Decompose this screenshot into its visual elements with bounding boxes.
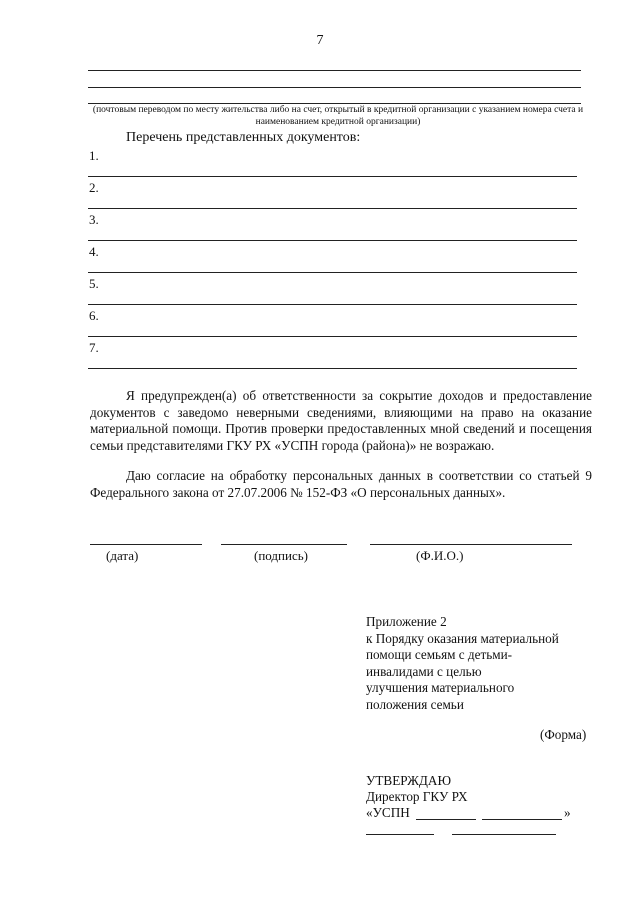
list-item-number: 5. xyxy=(89,276,99,291)
appendix-line: инвалидами с целью xyxy=(366,663,482,679)
list-item-line xyxy=(88,368,577,369)
fio-line xyxy=(370,544,572,545)
list-item-line xyxy=(88,240,577,241)
list-item-number: 3. xyxy=(89,212,99,227)
blank-line xyxy=(88,87,581,88)
approve-org-prefix: «УСПН xyxy=(366,805,410,820)
list-item-line xyxy=(88,336,577,337)
blank-line xyxy=(88,70,581,71)
list-item-number: 4. xyxy=(89,244,99,259)
appendix-line: помощи семьям с детьми- xyxy=(366,647,513,662)
list-item-line xyxy=(88,272,577,273)
documents-list-title: Перечень представленных документов: xyxy=(126,130,361,145)
approve-org-row xyxy=(366,805,586,821)
list-item-number: 1. xyxy=(89,148,99,163)
signature-label: (подпись) xyxy=(254,548,308,563)
approve-position: Директор ГКУ РХ xyxy=(366,789,468,804)
fio-label: (Ф.И.О.) xyxy=(416,548,464,563)
approve-org-blank xyxy=(416,819,476,820)
list-item-number: 2. xyxy=(89,180,99,195)
date-label: (дата) xyxy=(106,548,139,563)
payment-method-caption: (почтовым переводом по месту жительства либо на счет, открытый в кредитной организации с указанием номера счета и наименованием кредитной организации) xyxy=(92,105,584,127)
list-item-line xyxy=(88,304,577,305)
responsibility-warning-paragraph: Я предупрежден(а) об ответственности за сокрытие доходов и предоставление документов с заведомо неверными сведениями, влияющими на право на оказание материальной помощи. Против проверки предоставленных мной сведений и посещения семьи представителями ГКУ РХ «УСПН города (района)» не возражаю. xyxy=(90,388,592,453)
appendix-line: положения семьи xyxy=(366,696,464,712)
list-item-number: 7. xyxy=(89,340,99,355)
form-label: (Форма) xyxy=(540,727,587,742)
approve-signature-line xyxy=(366,834,434,835)
personal-data-consent-paragraph: Даю согласие на обработку персональных данных в соответствии со статьей 9 Федерального закона от 27.07.2006 № 152-ФЗ «О персональных данных». xyxy=(90,468,592,500)
list-item-number: 6. xyxy=(89,308,99,323)
approve-org-blank xyxy=(482,819,562,820)
list-item-line xyxy=(88,176,577,177)
approve-org-suffix: » xyxy=(564,805,571,820)
list-item-line xyxy=(88,208,577,209)
approve-title: УТВЕРЖДАЮ xyxy=(366,773,452,788)
appendix-line: Приложение 2 xyxy=(366,614,447,629)
date-line xyxy=(90,544,202,545)
appendix-heading xyxy=(366,614,586,713)
approval-block xyxy=(366,773,586,821)
appendix-line: улучшения материального xyxy=(366,680,515,695)
approve-name-line xyxy=(452,834,556,835)
signature-line xyxy=(221,544,347,545)
page-number: 7 xyxy=(316,33,324,48)
appendix-line: к Порядку оказания материальной xyxy=(366,630,559,646)
